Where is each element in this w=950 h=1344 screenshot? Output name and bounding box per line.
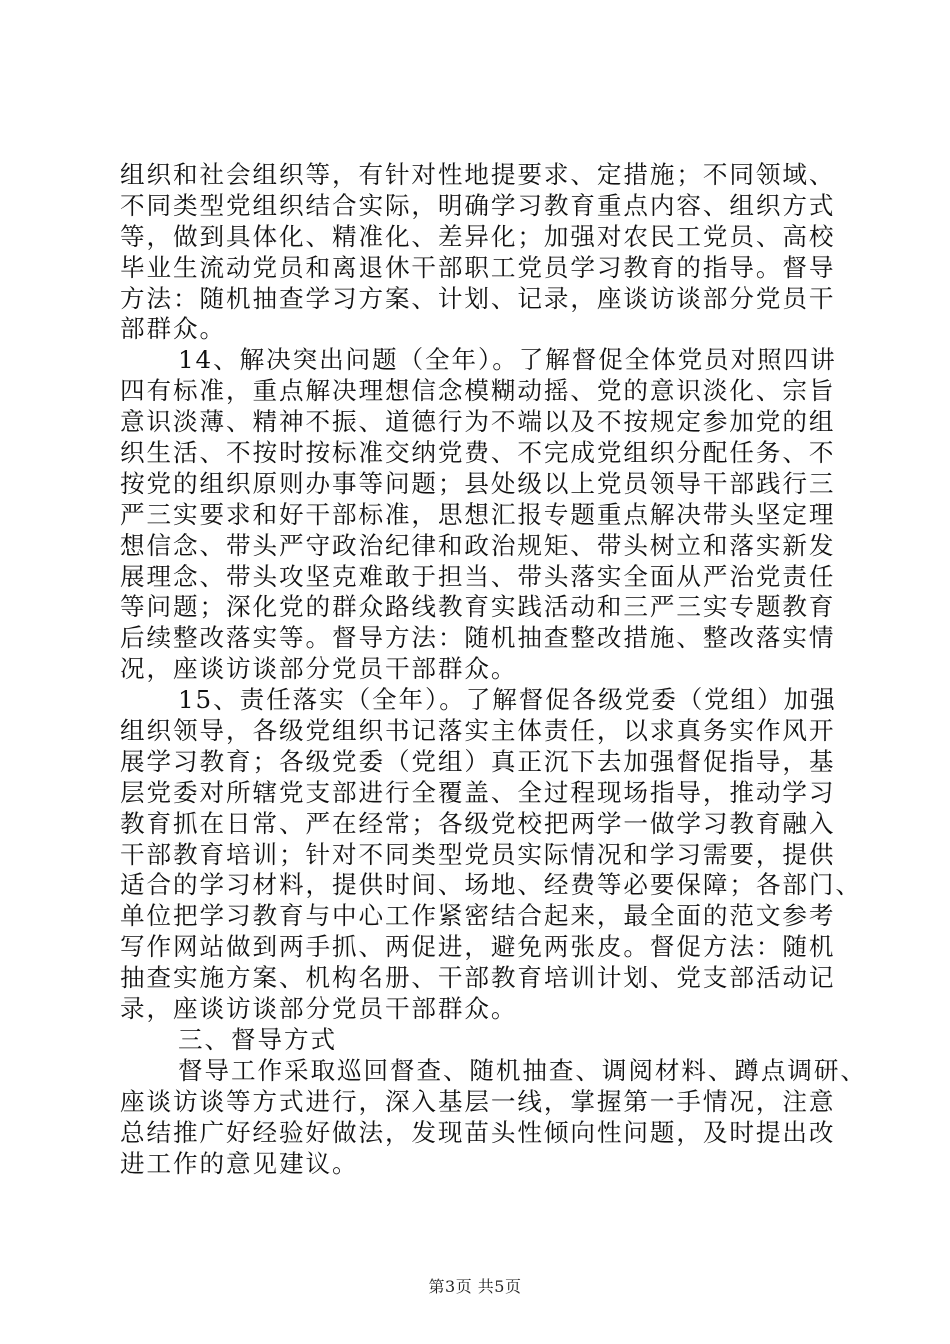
text-line: 后续整改落实等。督导方法：随机抽查整改措施、整改落实情 <box>120 623 836 653</box>
text-line: 干部教育培训；针对不同类型党员实际情况和学习需要，提供 <box>120 839 836 869</box>
document-body <box>120 160 867 1179</box>
text-line: 层党委对所辖党支部进行全覆盖、全过程现场指导，推动学习 <box>120 777 836 807</box>
text-line: 部群众。 <box>120 314 226 344</box>
text-line: 毕业生流动党员和离退休干部职工党员学习教育的指导。督导 <box>120 252 836 282</box>
text-line: 座谈访谈等方式进行，深入基层一线，掌握第一手情况，注意 <box>120 1086 836 1116</box>
text-line: 四有标准，重点解决理想信念模糊动摇、党的意识淡化、宗旨 <box>120 376 836 406</box>
paragraph-method-start: 督导工作采取巡回督查、随机抽查、调阅材料、蹲点调研、 <box>178 1055 867 1085</box>
text-line: 展理念、带头攻坚克难敢于担当、带头落实全面从严治党责任 <box>120 561 836 591</box>
text-line: 教育抓在日常、严在经常；各级党校把两学一做学习教育融入 <box>120 808 836 838</box>
text-line: 想信念、带头严守政治纪律和政治规矩、带头树立和落实新发 <box>120 530 836 560</box>
text-line: 严三实要求和好干部标准，思想汇报专题重点解决带头坚定理 <box>120 499 836 529</box>
text-line: 组织和社会组织等，有针对性地提要求、定措施；不同领域、 <box>120 160 836 189</box>
text-line: 等问题；深化党的群众路线教育实践活动和三严三实专题教育 <box>120 592 836 622</box>
text-line: 织生活、不按时按标准交纳党费、不完成党组织分配任务、不 <box>120 438 836 468</box>
text-line: 单位把学习教育与中心工作紧密结合起来，最全面的范文参考 <box>120 901 836 931</box>
text-line: 录，座谈访谈部分党员干部群众。 <box>120 994 518 1024</box>
section-heading: 三、督导方式 <box>178 1024 337 1054</box>
text-line: 等，做到具体化、精准化、差异化；加强对农民工党员、高校 <box>120 221 836 251</box>
text-line: 写作网站做到两手抓、两促进，避免两张皮。督促方法：随机 <box>120 932 836 962</box>
text-line: 展学习教育；各级党委（党组）真正沉下去加强督促指导，基 <box>120 746 836 776</box>
text-line: 况，座谈访谈部分党员干部群众。 <box>120 654 518 684</box>
paragraph-14-start: 14、解决突出问题（全年）。了解督促全体党员对照四讲 <box>178 345 837 375</box>
text-line: 总结推广好经验好做法，发现苗头性倾向性问题，及时提出改 <box>120 1117 836 1147</box>
page-number-footer: 第3页 共5页 <box>428 1277 522 1296</box>
text-line: 不同类型党组织结合实际，明确学习教育重点内容、组织方式 <box>120 190 836 220</box>
text-line: 方法：随机抽查学习方案、计划、记录，座谈访谈部分党员干 <box>120 283 836 313</box>
text-line: 意识淡薄、精神不振、道德行为不端以及不按规定参加党的组 <box>120 407 836 437</box>
text-line: 抽查实施方案、机构名册、干部教育培训计划、党支部活动记 <box>120 963 836 993</box>
text-line: 组织领导，各级党组织书记落实主体责任，以求真务实作风开 <box>120 716 836 746</box>
text-line: 进工作的意见建议。 <box>120 1148 359 1178</box>
paragraph-15-start: 15、责任落实（全年）。了解督促各级党委（党组）加强 <box>178 685 837 715</box>
text-line: 适合的学习材料，提供时间、场地、经费等必要保障；各部门、 <box>120 870 862 900</box>
text-line: 按党的组织原则办事等问题；县处级以上党员领导干部践行三 <box>120 468 836 498</box>
